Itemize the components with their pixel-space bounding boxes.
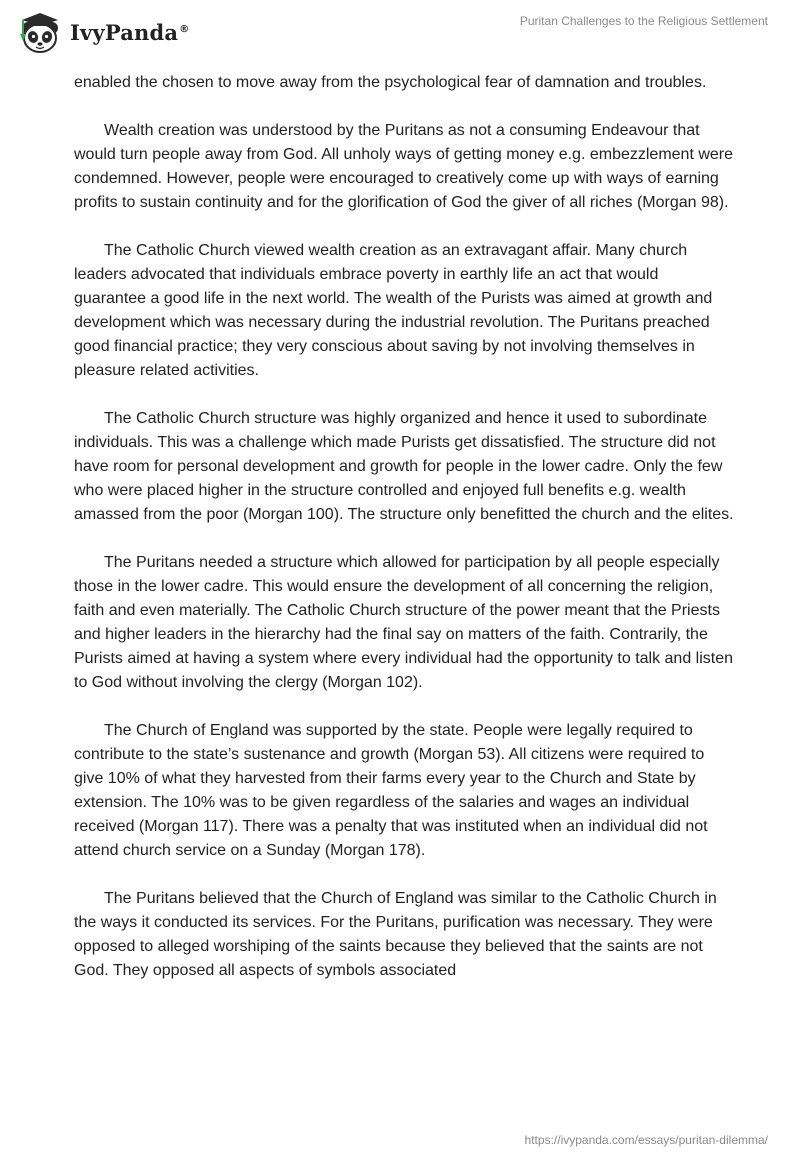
paragraph: The Catholic Church viewed wealth creation as an extravagant affair. Many church leaders advocated that individuals embrace poverty in earthly life an act that would guarantee a good life in the next world. The wealth of the Purists was aimed at growth and development which was necessary during the industrial revolution. The Puritans preached good financial practice; they very conscious about saving by not involving themselves in pleasure related activities. bbox=[74, 242, 713, 379]
paragraph: The Catholic Church structure was highly organized and hence it used to subordinate individuals. This was a challenge which made Purists get dissatisfied. The structure did not have room for personal development and growth for people in the lower cadre. Only the few who were placed higher in the structure controlled and enjoyed full benefits e.g. wealth amassed from the poor (Morgan 100). The structure only benefitted the church and the elites. bbox=[74, 410, 734, 523]
paragraph: The Church of England was supported by the state. People were legally required to contribute to the state’s sustenance and growth (Morgan 53). All citizens were required to give 10% of what they harvested from their farms every year to the Church and State by extension. The 10% was to be given regardless of the salaries and wages an individual received (Morgan 117). There was a penalty that was instituted when an individual did not attend church service on a Sunday (Morgan 178). bbox=[74, 722, 708, 859]
paragraph: The Puritans needed a structure which allowed for participation by all people especially those in the lower cadre. This would ensure the development of all concerning the religion, faith and even materially. The Catholic Church structure of the power meant that the Priests and higher leaders in the hierarchy had the final say on matters of the faith. Contrarily, the Purists aimed at having a system where every individual had the opportunity to talk and listen to God without involving the clergy (Morgan 102). bbox=[74, 554, 734, 691]
paragraph: Wealth creation was understood by the Puritans as not a consuming Endeavour that would turn people away from God. All unholy ways of getting money e.g. embezzlement were condemned. However, people were encouraged to creatively come up with ways of earning profits to sustain continuity and for the glorification of God the giver of all riches (Morgan 98). bbox=[74, 122, 734, 211]
panda-graduation-cap-icon bbox=[14, 10, 66, 54]
brand-logo[interactable] bbox=[14, 10, 189, 54]
brand-name: IvyPanda® bbox=[70, 19, 190, 45]
document-title: Puritan Challenges to the Religious Settlement bbox=[519, 14, 768, 28]
paragraph-continued: enabled the chosen to move away from the psychological fear of damnation and troubles. bbox=[74, 74, 707, 91]
page-header bbox=[0, 0, 800, 64]
paragraph: The Puritans believed that the Church of England was similar to the Catholic Church in the ways it conducted its services. For the Puritans, purification was necessary. They were opposed to alleged worshiping of the saints because they believed that the saints are not God. They opposed all aspects of symbols associated bbox=[74, 890, 717, 979]
registered-mark: ® bbox=[179, 23, 190, 35]
essay-body bbox=[74, 71, 734, 1007]
source-url-link[interactable]: https://ivypanda.com/essays/puritan-dilemma/ bbox=[524, 1133, 768, 1147]
